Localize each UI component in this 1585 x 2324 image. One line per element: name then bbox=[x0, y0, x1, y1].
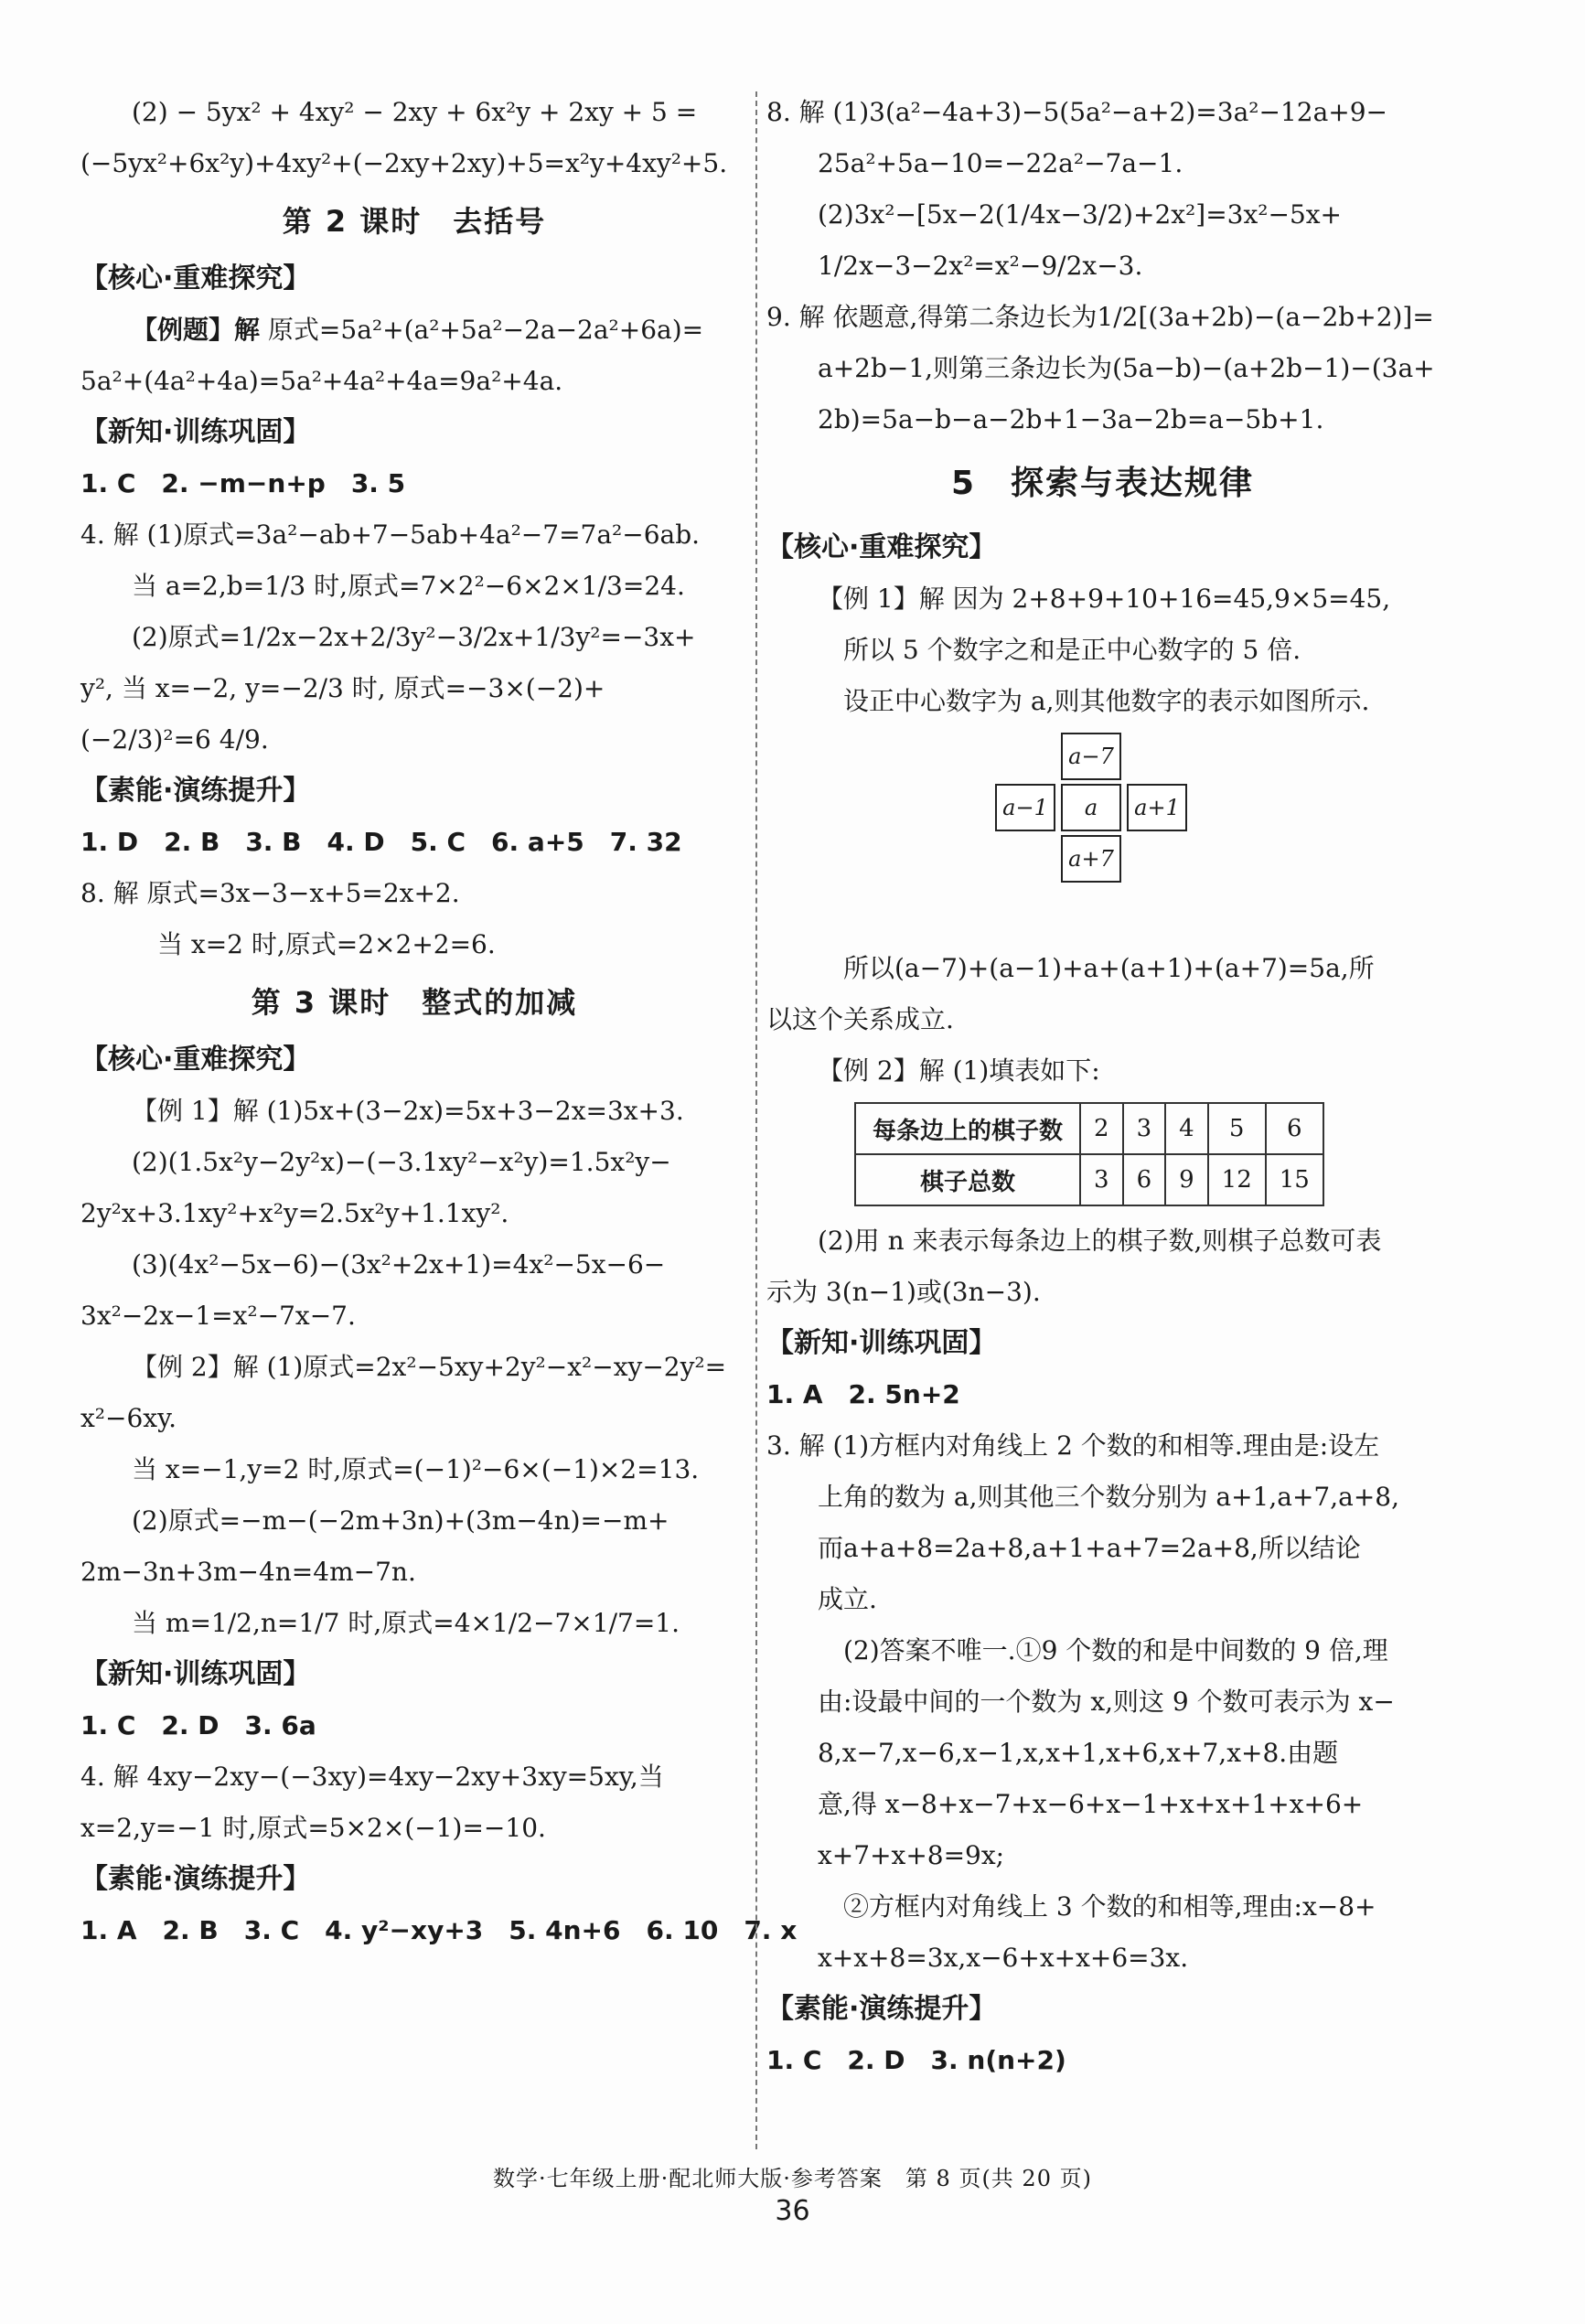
text-line: 由:设最中间的一个数为 x,则这 9 个数可表示为 x− bbox=[818, 1687, 1395, 1717]
text-line: x+7+x+8=9x; bbox=[818, 1840, 1005, 1870]
section-heading: 【素能·演练提升】 bbox=[80, 1863, 311, 1895]
text-line: (3)(4x²−5x−6)−(3x²+2x+1)=4x²−5x−6− bbox=[132, 1249, 666, 1280]
text-line: 示为 3(n−1)或(3n−3). bbox=[766, 1277, 1041, 1307]
text-line: 【例 2】解 (1)填表如下: bbox=[818, 1055, 1100, 1086]
section-title: 5 探索与表达规律 bbox=[950, 465, 1255, 502]
cross-cell-top: a−7 bbox=[1061, 733, 1121, 780]
table-cell: 3 bbox=[1123, 1103, 1166, 1154]
text-line: 意,得 x−8+x−7+x−6+x−1+x+x+1+x+6+ bbox=[818, 1789, 1364, 1819]
table-cell: 2 bbox=[1080, 1103, 1123, 1154]
table-cell: 12 bbox=[1208, 1154, 1266, 1205]
cross-cell-right: a+1 bbox=[1127, 784, 1187, 831]
answer-line: 1. A 2. 5n+2 bbox=[766, 1379, 960, 1409]
section-heading: 【素能·演练提升】 bbox=[80, 775, 311, 807]
text-line: 而a+a+8=2a+8,a+1+a+7=2a+8,所以结论 bbox=[818, 1533, 1361, 1563]
text-line: (2)用 n 来表示每条边上的棋子数,则棋子总数可表 bbox=[818, 1226, 1382, 1256]
left-column bbox=[80, 87, 798, 1956]
text-line: 3. 解 (1)方框内对角线上 2 个数的和相等.理由是:设左 bbox=[766, 1430, 1380, 1461]
text-line: (−5yx²+6x²y)+4xy²+(−2xy+2xy)+5=x²y+4xy²+5. bbox=[80, 148, 728, 178]
example-label: 【例题】解 bbox=[132, 315, 261, 345]
text-line: 【例 1】解 因为 2+8+9+10+16=45,9×5=45, bbox=[818, 584, 1391, 614]
column-divider bbox=[755, 91, 759, 2149]
cross-cell-bottom: a+7 bbox=[1061, 835, 1121, 883]
text-line: (2)答案不唯一.①9 个数的和是中间数的 9 倍,理 bbox=[843, 1635, 1388, 1665]
text-line: 当 a=2,b=1/3 时,原式=7×2²−6×2×1/3=24. bbox=[132, 571, 685, 601]
text-line: (2)(1.5x²y−2y²x)−(−3.1xy²−x²y)=1.5x²y− bbox=[132, 1147, 671, 1177]
section-heading: 【核心·重难探究】 bbox=[80, 1044, 311, 1076]
text-line: (2) − 5yx² + 4xy² − 2xy + 6x²y + 2xy + 5 = bbox=[132, 97, 698, 127]
cross-cell-center: a bbox=[1061, 784, 1121, 831]
text-line: 成立. bbox=[818, 1584, 877, 1614]
table-row bbox=[855, 1103, 1323, 1154]
section-heading: 【新知·训练巩固】 bbox=[766, 1327, 997, 1359]
section-heading: 【新知·训练巩固】 bbox=[80, 1658, 311, 1690]
text-line: 设正中心数字为 a,则其他数字的表示如图所示. bbox=[843, 686, 1370, 716]
section-heading: 【核心·重难探究】 bbox=[766, 531, 997, 563]
text-line: 9. 解 依题意,得第二条边长为1/2[(3a+2b)−(a−2b+2)]= bbox=[766, 302, 1434, 332]
answer-line: 1. C 2. D 3. n(n+2) bbox=[766, 2045, 1066, 2075]
text-line: 4. 解 4xy−2xy−(−3xy)=4xy−2xy+3xy=5xy,当 bbox=[80, 1762, 664, 1792]
text-line: 25a²+5a−10=−22a²−7a−1. bbox=[818, 148, 1183, 178]
text-line: 【例 1】解 (1)5x+(3−2x)=5x+3−2x=3x+3. bbox=[132, 1096, 684, 1126]
text-line: 8. 解 (1)3(a²−4a+3)−5(5a²−a+2)=3a²−12a+9− bbox=[766, 97, 1388, 127]
text-line: ②方框内对角线上 3 个数的和相等,理由:x−8+ bbox=[843, 1891, 1376, 1922]
text-line: x+x+8=3x,x−6+x+x+6=3x. bbox=[818, 1943, 1189, 1973]
text-line: x²−6xy. bbox=[80, 1403, 177, 1433]
answer-line: 1. C 2. D 3. 6a bbox=[80, 1710, 316, 1740]
section-heading: 【素能·演练提升】 bbox=[766, 1993, 997, 2025]
text-line: y², 当 x=−2, y=−2/3 时, 原式=−3×(−2)+ bbox=[80, 673, 605, 703]
text-line: 所以 5 个数字之和是正中心数字的 5 倍. bbox=[843, 635, 1301, 665]
text-line: 4. 解 (1)原式=3a²−ab+7−5ab+4a²−7=7a²−6ab. bbox=[80, 519, 701, 550]
cross-diagram bbox=[995, 733, 1187, 934]
text-line: 当 x=2 时,原式=2×2+2=6. bbox=[157, 929, 496, 959]
text-line: (2)3x²−[5x−2(1/4x−3/2)+2x²]=3x²−5x+ bbox=[818, 199, 1343, 230]
text-line: 所以(a−7)+(a−1)+a+(a+1)+(a+7)=5a,所 bbox=[843, 953, 1375, 983]
text-line: 【例 2】解 (1)原式=2x²−5xy+2y²−x²−xy−2y²= bbox=[132, 1352, 727, 1382]
section-title: 第 2 课时 去括号 bbox=[282, 204, 547, 239]
table-header: 棋子总数 bbox=[855, 1154, 1080, 1205]
text-line: 2m−3n+3m−4n=4m−7n. bbox=[80, 1557, 416, 1587]
example-text: 原式=5a²+(a²+5a²−2a−2a²+6a)= bbox=[267, 315, 704, 345]
text-line: 1/2x−3−2x²=x²−9/2x−3. bbox=[818, 251, 1143, 281]
text-line: 5a²+(4a²+4a)=5a²+4a²+4a=9a²+4a. bbox=[80, 366, 563, 396]
text-line: x=2,y=−1 时,原式=5×2×(−1)=−10. bbox=[80, 1813, 546, 1843]
right-column bbox=[766, 87, 1439, 2086]
answer-line: 1. A 2. B 3. C 4. y²−xy+3 5. 4n+6 6. 10 7. x bbox=[80, 1915, 798, 1945]
page-footer: 数学·七年级上册·配北师大版·参考答案 第 8 页(共 20 页) bbox=[493, 2166, 1092, 2191]
text-line: 当 x=−1,y=2 时,原式=(−1)²−6×(−1)×2=13. bbox=[132, 1454, 700, 1484]
section-heading: 【新知·训练巩固】 bbox=[80, 416, 311, 448]
table-cell: 5 bbox=[1208, 1103, 1266, 1154]
table-cell: 4 bbox=[1165, 1103, 1208, 1154]
table-row bbox=[855, 1154, 1323, 1205]
text-line: (2)原式=1/2x−2x+2/3y²−3/2x+1/3y²=−3x+ bbox=[132, 622, 696, 652]
cross-cell-left: a−1 bbox=[995, 784, 1055, 831]
text-line: a+2b−1,则第三条边长为(5a−b)−(a+2b−1)−(3a+ bbox=[818, 353, 1435, 383]
table-cell: 9 bbox=[1165, 1154, 1208, 1205]
text-line: 2b)=5a−b−a−2b+1−3a−2b=a−5b+1. bbox=[818, 404, 1324, 434]
table-cell: 6 bbox=[1123, 1154, 1166, 1205]
section-heading: 【核心·重难探究】 bbox=[80, 262, 311, 295]
table-header: 每条边上的棋子数 bbox=[855, 1103, 1080, 1154]
text-line: 上角的数为 a,则其他三个数分别为 a+1,a+7,a+8, bbox=[818, 1482, 1400, 1512]
text-line: (2)原式=−m−(−2m+3n)+(3m−4n)=−m+ bbox=[132, 1505, 669, 1536]
table-cell: 15 bbox=[1266, 1154, 1323, 1205]
text-line: 当 m=1/2,n=1/7 时,原式=4×1/2−7×1/7=1. bbox=[132, 1608, 680, 1638]
text-line: 以这个关系成立. bbox=[766, 1004, 954, 1034]
text-line: 8,x−7,x−6,x−1,x,x+1,x+6,x+7,x+8.由题 bbox=[818, 1738, 1339, 1768]
table-cell: 6 bbox=[1266, 1103, 1323, 1154]
text-line: (−2/3)²=6 4/9. bbox=[80, 724, 269, 755]
chess-table bbox=[854, 1102, 1324, 1206]
answer-line: 1. D 2. B 3. B 4. D 5. C 6. a+5 7. 32 bbox=[80, 827, 682, 857]
section-title: 第 3 课时 整式的加减 bbox=[251, 985, 578, 1020]
text-line: 3x²−2x−1=x²−7x−7. bbox=[80, 1301, 356, 1331]
answer-line: 1. C 2. −m−n+p 3. 5 bbox=[80, 468, 406, 498]
text-line: 8. 解 原式=3x−3−x+5=2x+2. bbox=[80, 878, 460, 908]
text-line: 2y²x+3.1xy²+x²y=2.5x²y+1.1xy². bbox=[80, 1198, 509, 1228]
text-line bbox=[80, 305, 748, 356]
page-number: 36 bbox=[775, 2195, 810, 2227]
table-cell: 3 bbox=[1080, 1154, 1123, 1205]
